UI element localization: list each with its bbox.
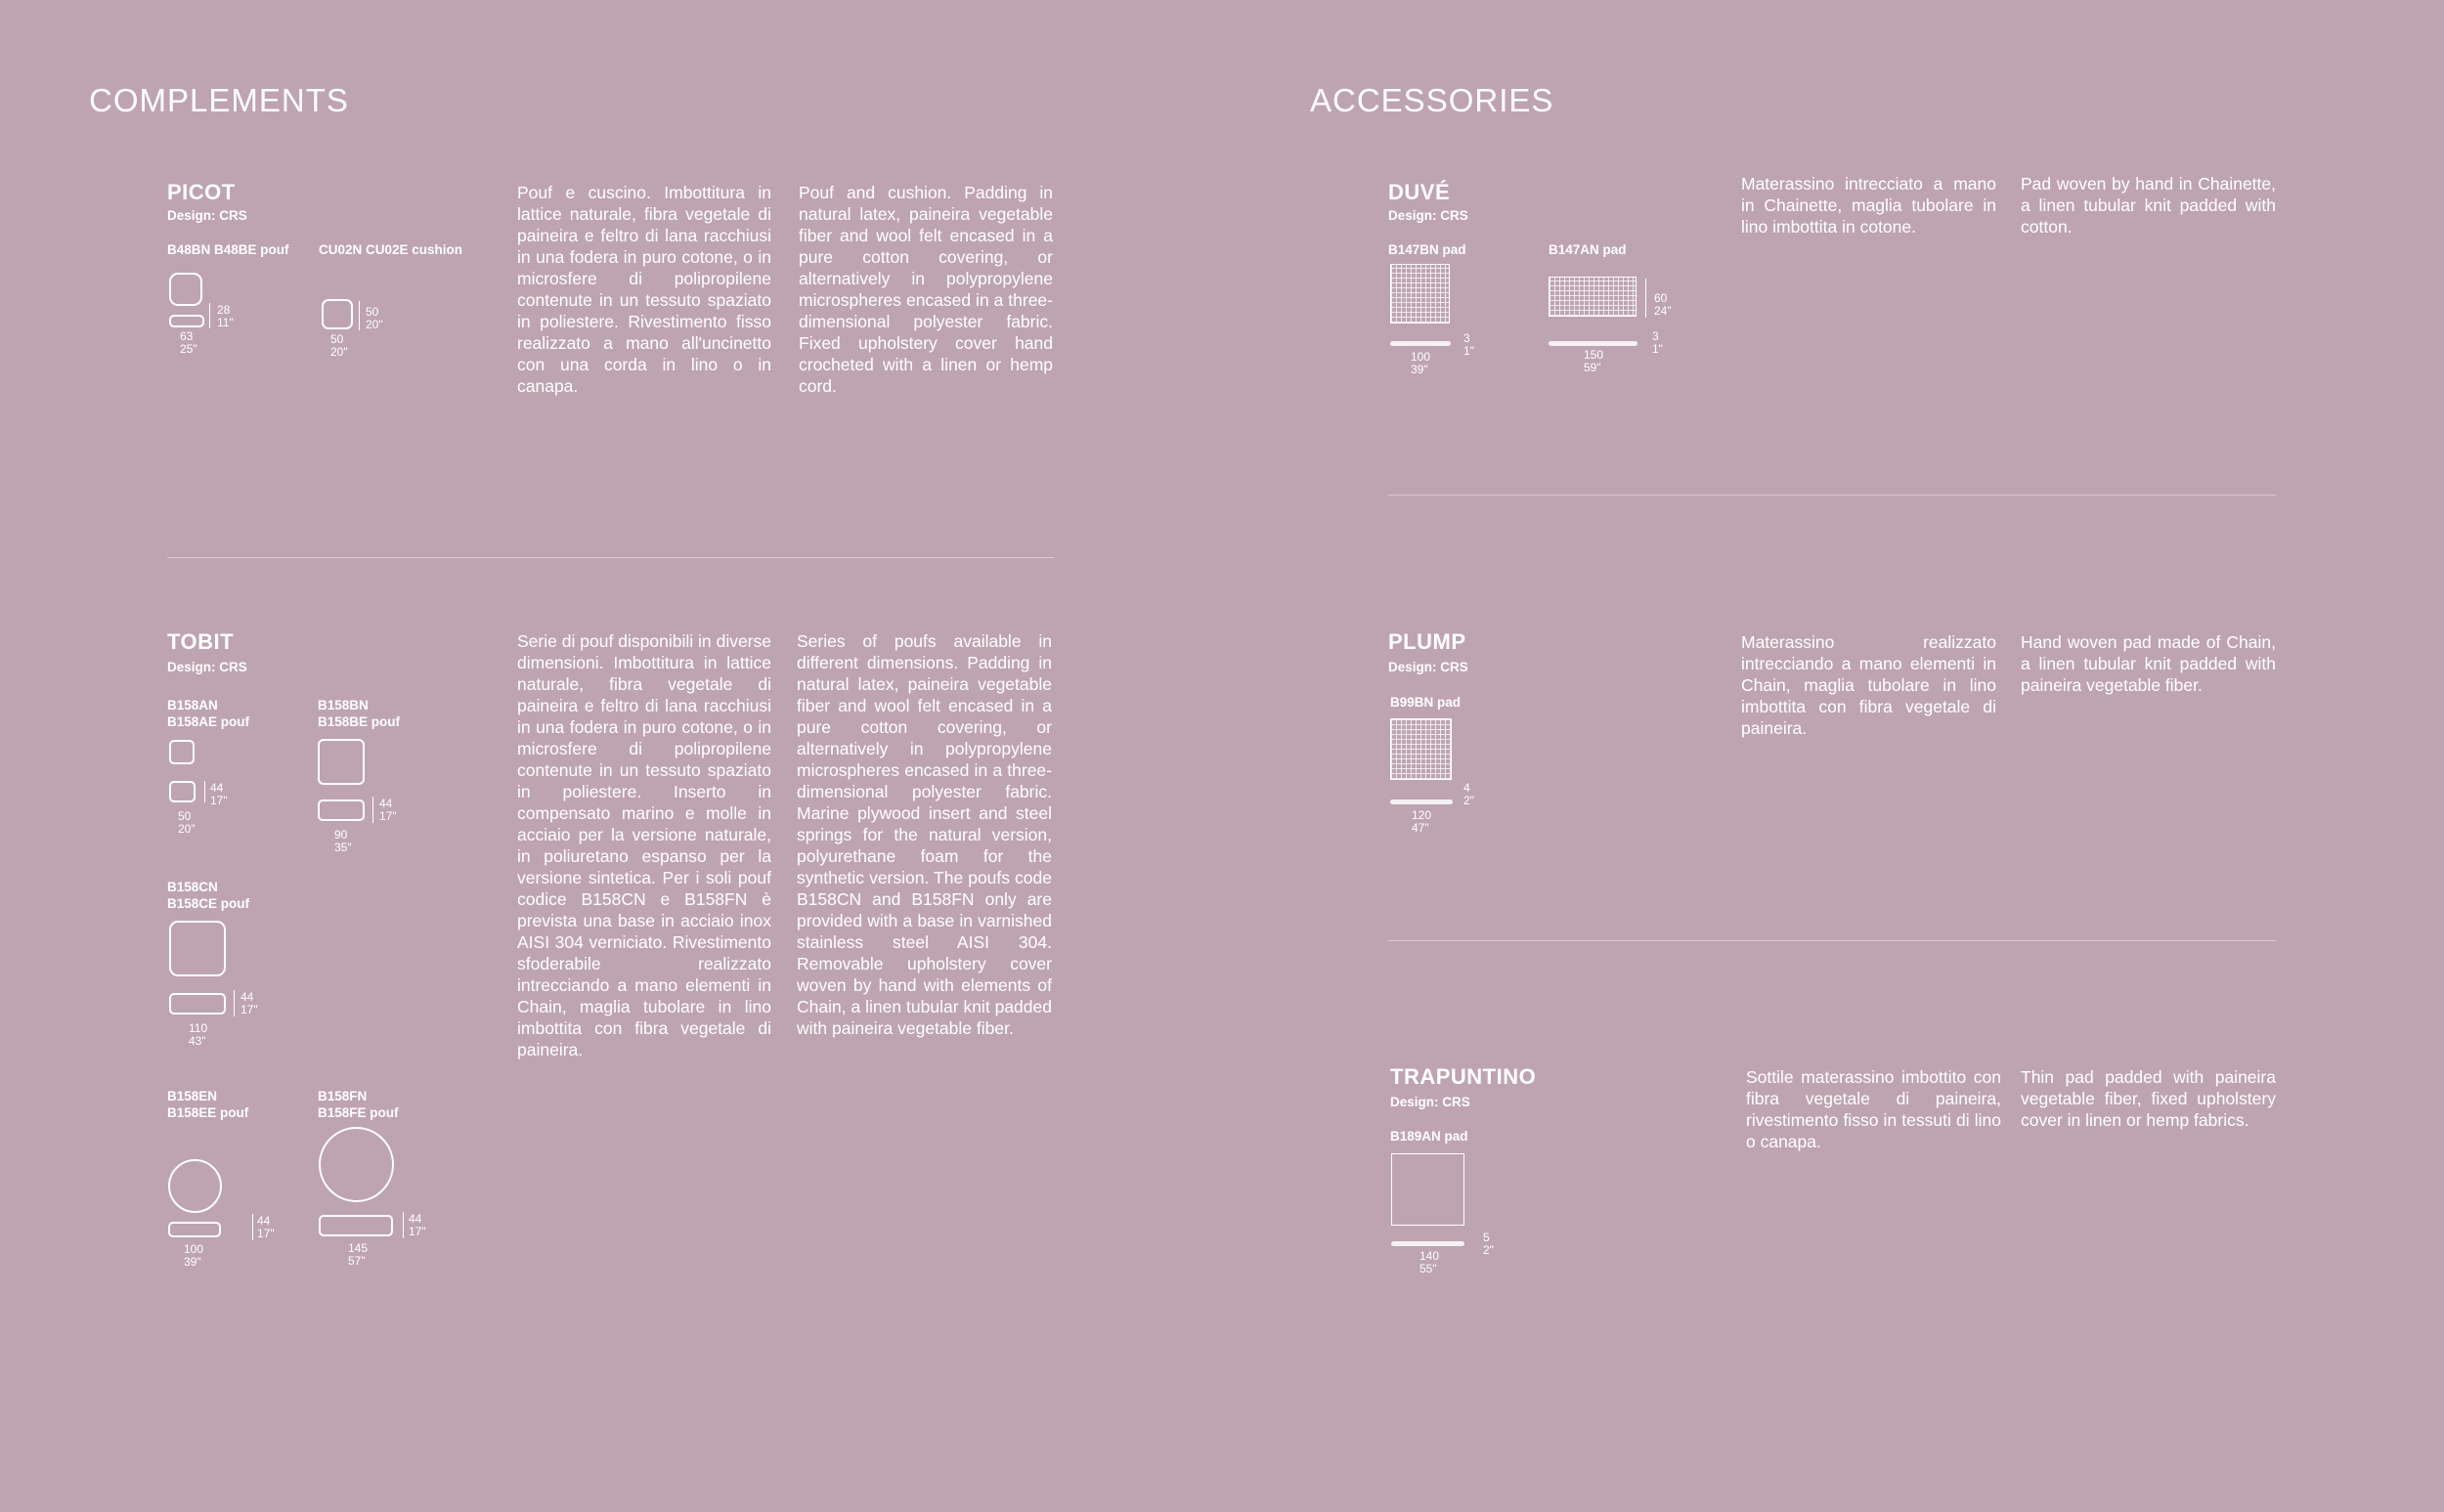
duve-an-side-drawing	[1549, 341, 1637, 346]
tobit-e-side-drawing	[168, 1222, 221, 1237]
trapuntino-desc-it: Sottile materassino imbottito con fibra vegetale di paineira, rivestimento fisso in tessuti di lino o canapa.	[1746, 1067, 2001, 1151]
tobit-c-height: 44 17"	[240, 990, 258, 1016]
picot-desc-it: Pouf e cuscino. Imbottitura in lattice naturale, fibra vegetale di paineira e feltro di lana racchiusi in una fodera in puro cotone, o in microsfere di polipropilene contenute in un tessuto spaziato in poliestere. Rivestimento fisso realizzato a mano all'uncinetto con una corda in lino o in canapa.	[517, 183, 771, 396]
duve-an-depth: 60 24"	[1654, 291, 1672, 318]
complements-title: COMPLEMENTS	[89, 82, 349, 118]
picot-code-pouf: B48BN B48BE pouf	[167, 242, 289, 257]
trapuntino-height: 5 2"	[1483, 1231, 1494, 1257]
duve-bn-top-drawing	[1390, 264, 1450, 324]
tobit-code-f: B158FN B158FE pouf	[318, 1089, 399, 1120]
tobit-a-height-line	[204, 781, 205, 802]
tobit-code-c: B158CN B158CE pouf	[167, 880, 250, 911]
tobit-e-height: 44 17"	[257, 1214, 275, 1240]
tobit-f-side-drawing	[319, 1215, 393, 1236]
plump-top-drawing	[1390, 718, 1452, 780]
duve-code-bn: B147BN pad	[1388, 242, 1466, 257]
accessories-divider-1	[1388, 495, 2276, 496]
complements-divider	[167, 557, 1054, 558]
duve-desc-en: Pad woven by hand in Chainette, a linen tubular knit padded with cotton.	[2021, 174, 2276, 237]
tobit-f-width: 145 57"	[348, 1241, 369, 1268]
trapuntino-code: B189AN pad	[1390, 1129, 1468, 1144]
tobit-c-width: 110 43"	[189, 1021, 208, 1048]
picot-name: PICOT	[167, 180, 236, 204]
accessories-divider-2	[1388, 940, 2276, 941]
tobit-e-top-drawing	[168, 1159, 222, 1213]
tobit-f-height-line	[403, 1212, 404, 1238]
tobit-b-height-line	[372, 797, 373, 823]
picot-cushion-width: 50 20"	[330, 332, 348, 359]
trapuntino-top-drawing	[1391, 1153, 1464, 1226]
duve-an-width: 150 59"	[1584, 348, 1604, 374]
picot-cushion-drawing	[322, 299, 353, 329]
plump-design: Design: CRS	[1388, 660, 1468, 674]
tobit-b-side-drawing	[318, 799, 365, 821]
tobit-c-height-line	[234, 990, 235, 1016]
tobit-b-height: 44 17"	[379, 797, 397, 823]
trapuntino-desc-en: Thin pad padded with paineira vegetable fiber, fixed upholstery cover in linen or hemp fabrics.	[2021, 1067, 2276, 1130]
picot-cushion-height-line	[359, 301, 360, 330]
tobit-e-width: 100 39"	[184, 1242, 204, 1269]
picot-desc-en: Pouf and cushion. Padding in natural latex, paineira vegetable fiber and wool felt encased in a pure cotton covering, or alternatively in polypropylene microspheres encased in a three-dimensional polyester fabric. Fixed upholstery cover hand crocheted with a linen or hemp cord.	[799, 183, 1053, 396]
tobit-e-height-line	[252, 1214, 253, 1240]
plump-height: 4 2"	[1463, 781, 1474, 807]
picot-pouf-height-line	[209, 303, 210, 328]
tobit-f-height: 44 17"	[409, 1212, 426, 1238]
duve-bn-side-drawing	[1390, 341, 1451, 346]
trapuntino-design: Design: CRS	[1390, 1095, 1470, 1109]
plump-desc-en: Hand woven pad made of Chain, a linen tubular knit padded with paineira vegetable fiber.	[2021, 632, 2276, 695]
tobit-desc-en: Series of poufs available in different dimensions. Padding in natural latex, paineira vegetable fiber and wool felt encased in a pure cotton covering, or alternatively in polypropylene microspheres encased in a three-dimensional polyester fabric. Marine plywood insert and steel springs for the natural version, polyurethane foam for the synthetic version. The poufs code B158CN and B158FN only are provided with a base in varnished stainless steel AISI 304. Removable upholstery cover woven by hand with elements of Chain, a linen tubular knit padded with paineira vegetable fiber.	[797, 631, 1052, 1038]
tobit-b-width: 90 35"	[334, 828, 352, 854]
tobit-a-height: 44 17"	[210, 781, 228, 807]
duve-an-depth-line	[1645, 279, 1646, 318]
picot-cushion-height: 50 20"	[366, 305, 383, 331]
duve-an-top-drawing	[1549, 277, 1637, 317]
duve-code-an: B147AN pad	[1549, 242, 1627, 257]
tobit-name: TOBIT	[167, 629, 235, 654]
tobit-f-top-drawing	[319, 1127, 394, 1202]
tobit-design: Design: CRS	[167, 660, 247, 674]
tobit-desc-it: Serie di pouf disponibili in diverse dimensioni. Imbottitura in lattice naturale, fibra vegetale di paineira e feltro di lana racchiusi in una fodera in puro cotone, o in microsfere di polipropilene contenute in un tessuto spaziato in poliestere. Inserto in compensato marino e molle in acciaio per la versione naturale, in poliuretano espanso per la versione sintetica. Per i soli pouf codice B158CN e B158FN è prevista una base in acciaio inox AISI 304 verniciato. Rivestimento sfoderabile realizzato intrecciando a mano elementi in Chain, maglia tubolare in lino imbottita con fibra vegetale di paineira.	[517, 631, 771, 1059]
tobit-a-side-drawing	[169, 781, 196, 802]
tobit-code-a: B158AN B158AE pouf	[167, 698, 250, 729]
picot-pouf-side-drawing	[169, 315, 204, 327]
tobit-a-width: 50 20"	[178, 809, 196, 836]
tobit-c-side-drawing	[169, 993, 226, 1015]
plump-desc-it: Materassino realizzato intrecciando a mano elementi in Chain, maglia tubolare in lino imbottita con fibra vegetale di paineira.	[1741, 632, 1996, 738]
tobit-a-top-drawing	[169, 740, 195, 764]
tobit-code-e: B158EN B158EE pouf	[167, 1089, 249, 1120]
trapuntino-width: 140 55"	[1419, 1249, 1440, 1275]
trapuntino-name: TRAPUNTINO	[1390, 1064, 1537, 1089]
duve-name: DUVÉ	[1388, 180, 1451, 204]
plump-name: PLUMP	[1388, 629, 1466, 654]
tobit-code-b: B158BN B158BE pouf	[318, 698, 401, 729]
picot-pouf-top-drawing	[169, 273, 202, 306]
duve-bn-width: 100 39"	[1411, 350, 1431, 376]
tobit-b-top-drawing	[318, 739, 365, 785]
duve-bn-height: 3 1"	[1463, 331, 1474, 358]
duve-design: Design: CRS	[1388, 208, 1468, 223]
picot-pouf-height: 28 11"	[217, 303, 234, 329]
picot-pouf-width: 63 25"	[180, 329, 197, 356]
plump-width: 120 47"	[1412, 808, 1432, 835]
trapuntino-side-drawing	[1391, 1241, 1464, 1246]
tobit-c-top-drawing	[169, 921, 226, 976]
picot-code-cushion: CU02N CU02E cushion	[319, 242, 463, 257]
duve-desc-it: Materassino intrecciato a mano in Chainette, maglia tubolare in lino imbottita in cotone.	[1741, 174, 1996, 237]
duve-an-height: 3 1"	[1652, 329, 1663, 356]
plump-side-drawing	[1390, 799, 1453, 804]
accessories-title: ACCESSORIES	[1310, 82, 1554, 118]
picot-design: Design: CRS	[167, 208, 247, 223]
plump-code: B99BN pad	[1390, 695, 1462, 710]
